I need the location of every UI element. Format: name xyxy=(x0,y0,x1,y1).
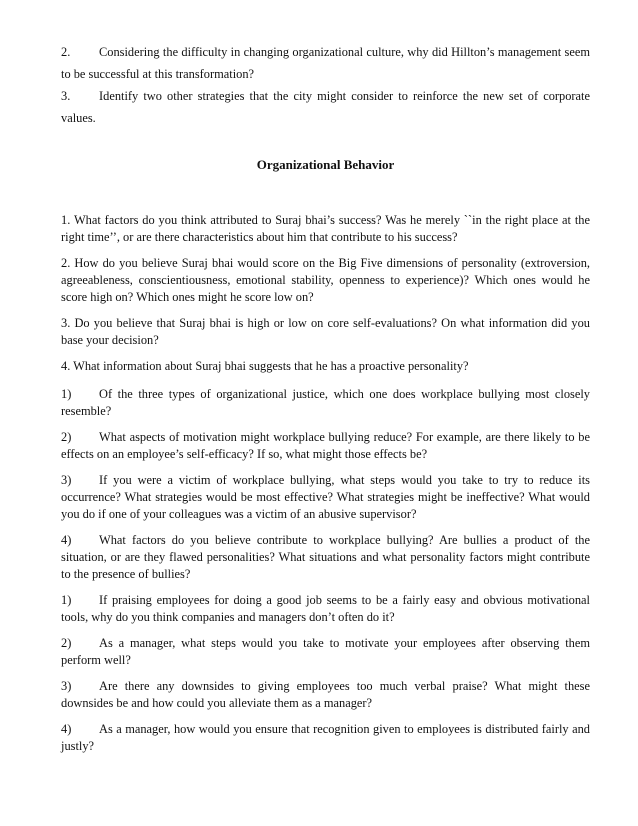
ob-question-1 xyxy=(61,212,590,246)
question-text: 2. How do you believe Suraj bhai would score on the Big Five dimensions of personality (extroversion, agreeableness, conscientiousness, emotional stability, openness to experience)? Which ones would he score high on? Which ones might he score low on? xyxy=(61,256,590,304)
question-text: Are there any downsides to giving employees too much verbal praise? What might these downsides be and how could you alleviate them as a manager? xyxy=(61,679,590,710)
item-text: Identify two other strategies that the city might consider to reinforce the new set of corporate values. xyxy=(61,89,590,125)
question-text: 1. What factors do you think attributed to Suraj bhai’s success? Was he merely ``in the right place at the right time’’, or are there characteristics about him that contribute to his success? xyxy=(61,213,590,244)
ob-question-3 xyxy=(61,315,590,349)
document-page xyxy=(61,0,590,755)
item-number: 2) xyxy=(61,430,72,444)
ob-question-2 xyxy=(61,255,590,306)
praise-question-2 xyxy=(61,635,590,669)
question-text: 3. Do you believe that Suraj bhai is high or low on core self-evaluations? On what information did you base your decision? xyxy=(61,316,590,347)
bullying-question-3 xyxy=(61,472,590,523)
bullying-question-2 xyxy=(61,429,590,463)
question-text: If praising employees for doing a good job seems to be a fairly easy and obvious motivational tools, why do you think companies and managers don’t often do it? xyxy=(61,593,590,624)
intro-item-2 xyxy=(61,41,590,85)
praise-question-3 xyxy=(61,678,590,712)
question-text: As a manager, how would you ensure that recognition given to employees is distributed fairly and justly? xyxy=(61,722,590,753)
bullying-question-1 xyxy=(61,386,590,420)
intro-item-3 xyxy=(61,85,590,129)
praise-question-4 xyxy=(61,721,590,755)
item-number: 2. xyxy=(61,45,71,59)
item-number: 4) xyxy=(61,533,72,547)
item-number: 4) xyxy=(61,722,72,736)
bullying-question-4 xyxy=(61,532,590,583)
item-number: 2) xyxy=(61,636,72,650)
praise-question-1 xyxy=(61,592,590,626)
item-number: 3) xyxy=(61,679,72,693)
item-number: 1) xyxy=(61,593,72,607)
item-text: Considering the difficulty in changing organizational culture, why did Hillton’s management seem to be successful at this transformation? xyxy=(61,45,590,81)
section-title: Organizational Behavior xyxy=(256,157,395,172)
question-text: 4. What information about Suraj bhai suggests that he has a proactive personality? xyxy=(61,359,469,373)
question-text: As a manager, what steps would you take to motivate your employees after observing them perform well? xyxy=(61,636,590,667)
question-text: What factors do you believe contribute to workplace bullying? Are bullies a product of the situation, or are they flawed personalities? What situations and what personality factors might contribute to the presence of bullies? xyxy=(61,533,590,581)
item-number: 1) xyxy=(61,387,72,401)
question-text: Of the three types of organizational justice, which one does workplace bullying most closely resemble? xyxy=(61,387,590,418)
item-number: 3. xyxy=(61,89,71,103)
question-text: If you were a victim of workplace bullying, what steps would you take to try to reduce its occurrence? What strategies would be most effective? What strategies might be ineffective? What would you do if one of your colleagues was a victim of an abusive supervisor? xyxy=(61,473,590,521)
ob-question-4 xyxy=(61,358,590,375)
item-number: 3) xyxy=(61,473,72,487)
question-text: What aspects of motivation might workplace bullying reduce? For example, are there likely to be effects on an employee’s self-efficacy? If so, what might those effects be? xyxy=(61,430,590,461)
